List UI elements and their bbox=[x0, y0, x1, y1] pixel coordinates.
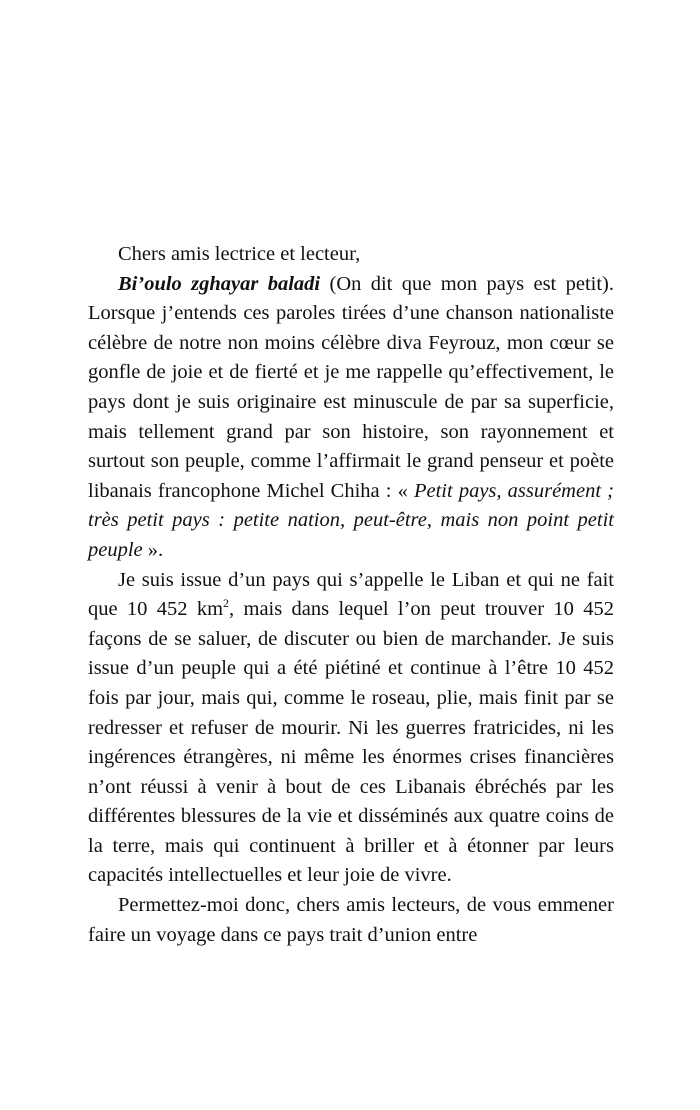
lebanon-text-rest: , mais dans lequel l’on peut trouver 10 452 façons de se saluer, de discuter ou bien de marchander. Je suis issue d’un peuple qui a été piétiné et continue à l’être 10 452 fois par jour, mais qui, comme le roseau, plie, mais finit par se redresser et refuser de mourir. Ni les guerres fratricides, ni les ingérences étrangères, ni même les énormes crises financières n’ont réussi à venir à bout de ces Libanais ébréchés par les différentes blessures de la vie et disséminés aux quatre coins de la terre, mais qui continuent à briller et à étonner par leurs capacités intellectuelles et leur joie de vivre. bbox=[88, 598, 614, 887]
intro-text: (On dit que mon pays est petit). Lorsque j’entends ces paroles tirées d’une chanson nationaliste célèbre de notre non moins célèbre diva Feyrouz, mon cœur se gonfle de joie et de fierté et je me rappelle qu’effectivement, le pays dont je suis originaire est minuscule de par sa superficie, mais tellement grand par son histoire, son rayonnement et surtout son peuple, comme l’affirmait le grand penseur et poète libanais francophone Michel Chiha : « bbox=[88, 272, 614, 502]
salutation bbox=[88, 240, 614, 270]
paragraph-intro bbox=[88, 270, 614, 566]
paragraph-lebanon bbox=[88, 566, 614, 892]
paragraph-invitation bbox=[88, 891, 614, 950]
salutation-text: Chers amis lectrice et lecteur, bbox=[118, 243, 361, 265]
area-superscript: 2 bbox=[223, 596, 230, 611]
lebanon-text-start: Je suis issue d’un pays qui s’appelle le Liban et qui ne fait que 10 452 km bbox=[88, 568, 614, 621]
intro-closing: ». bbox=[142, 538, 164, 561]
chiha-quote: Petit pays, assurément ; très petit pays : petite nation, peut-être, mais non point petit peuple bbox=[88, 479, 614, 561]
song-title: Bi’oulo zghayar baladi bbox=[118, 272, 321, 295]
page-body bbox=[88, 240, 614, 950]
invitation-text: Permettez-moi donc, chers amis lecteurs, de vous emmener faire un voyage dans ce pays trait d’union entre bbox=[88, 894, 614, 946]
